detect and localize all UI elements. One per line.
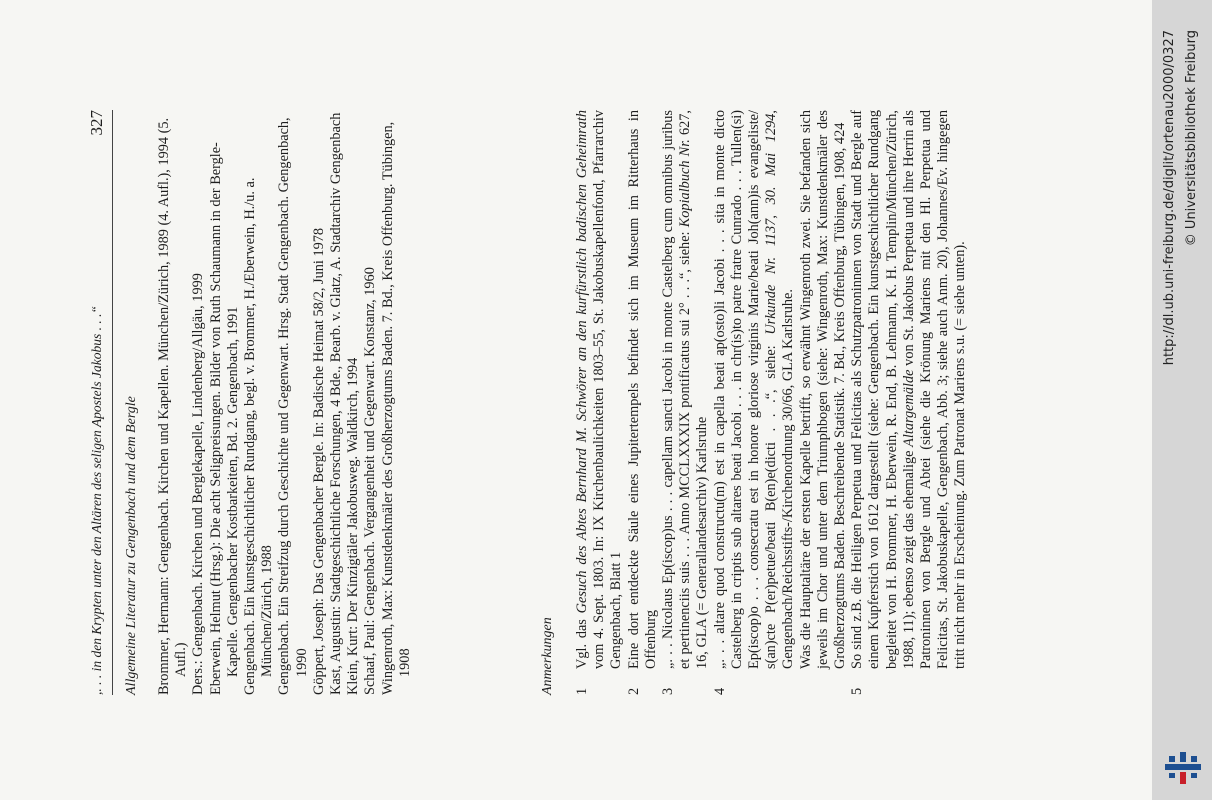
- note-number: 1: [574, 687, 590, 695]
- note-number: 2: [625, 687, 642, 695]
- note-text-italic: Altargemälde: [900, 369, 917, 447]
- literature-entry: Gengenbach. Ein Streifzug durch Geschichte und Gegenwart. Hrsg. Stadt Gengenbach. Gengenbach, 1990: [276, 117, 310, 695]
- note-item: [712, 110, 798, 695]
- note-text: [849, 110, 969, 669]
- literature-list: [156, 110, 414, 695]
- literature-entry: Brommer, Hermann: Gengenbach. Kirchen und Kapellen. München/Zürich, 1989 (4. Aufl.), 1994 (5. Aufl.): [156, 117, 190, 695]
- literature-entry: Schaaf, Paul: Gengenbach. Vergangenheit und Gegenwart. Konstanz, 1960: [362, 267, 379, 695]
- note-text-plain-after: 627, 16, GLA (= Generallandesarchiv) Karlsruhe: [677, 110, 711, 669]
- literature-entry: Ders.: Gengenbach. Kirchen und Berglekapelle, Lindenberg/Allgäu, 1999: [190, 273, 207, 695]
- note-text-plain: Eine dort entdeckte Säule eines Jupitertempels befindet sich im Museum im Ritterhaus in Offenburg: [625, 110, 659, 669]
- literature-entry: Wingenroth, Max: Kunstdenkmäler des Großherzogtums Baden. 7. Bd., Kreis Offenburg. Tübingen, 1908: [379, 121, 413, 695]
- literature-entry: Klein, Kurt: Der Kinzigtäler Jakobusweg. Waldkirch, 1994: [345, 357, 362, 695]
- library-logo-icon: [1163, 748, 1203, 788]
- note-text-plain: Was die Hauptaltäre der ersten Kapelle betrifft, so erwähnt Wingenroth zwei. Sie befanden sich jeweils im Chor und unter dem Triumphbogen (siehe: Wingenroth, Max: Kunstdenkmäler des Großherzogtums Baden. Beschreibende Statistik. 7. Bd., Kreis Offenburg, Tübingen, 1908, 424: [797, 110, 849, 669]
- copyright-text: © Universitätsbibliothek Freiburg: [1184, 30, 1199, 247]
- notes-title: Anmerkungen: [540, 617, 555, 695]
- note-item: [660, 110, 712, 695]
- literature-entry: Gengenbach. Ein kunstgeschichtlicher Rundgang, begl. v. Brommer, H./Eberwein, H./u. a. München/Zürich, 1988: [242, 177, 276, 695]
- note-text-plain-after: Gengenbach/Reichsstifts-/Kirchenordnung 30/66, GLA Karlsruhe.: [780, 289, 797, 669]
- note-text-italic: Urkunde Nr. 1137, 30. Mai 1294,: [763, 110, 780, 335]
- note-text: [660, 110, 712, 669]
- sidebar: [1152, 0, 1212, 800]
- note-text: [626, 110, 660, 669]
- note-text: [798, 110, 850, 669]
- note-number: 4: [711, 687, 728, 695]
- note-text-italic: Gesuch des Abtes Bernhard M. Schwörer an den kurfürstlich badischen Geheimrath: [574, 110, 590, 614]
- note-text-plain: „. . . Nicolaus Ep(iscop)us . . . capellam sancti Jacobi in monte Castelberg cum omnibus juribus et pertinenciis suis . . . Anno MCCLXXXIX pontificatus sui 2° . . .“, siehe:: [660, 110, 694, 669]
- note-text-plain-after: vom 4. Sept. 1803. In: IX Kirchenbaulichkeiten 1803–55, St. Jakobuskapellenfond, Pfarrarchiv Gengenbach, Blatt 1: [591, 110, 625, 669]
- note-number: [798, 669, 850, 695]
- sidebar-text-rotated: [1152, 0, 1212, 800]
- running-header: [88, 110, 113, 695]
- note-number: 3: [660, 687, 677, 695]
- literature-entry: Kast, Augustin: Stadtgeschichtliche Forschungen, 4 Bde., Bearb. v. Glatz, A. Stadtarchiv Gengenbach: [328, 112, 345, 695]
- page-number: 327: [87, 110, 106, 136]
- note-text-plain: Vgl. das: [574, 613, 590, 669]
- literature-entry: Göppert, Joseph: Das Gengenbacher Bergle. In: Badische Heimat 58/2, Juni 1978: [310, 227, 327, 695]
- note-text-italic: Kopialbuch Nr.: [677, 139, 694, 228]
- note-text: [712, 110, 798, 669]
- running-title: ,. . . in den Krypten unter den Altären des seligen Apostels Jakobus . . .“: [89, 306, 104, 695]
- note-text-plain: „. . . altare quod constructu(m) est in capella beati ap(osto)li Jacobi . . . sita in monte dicto Castelberg in criptis sub altares beati Jacobi . . . in chr(is)to patre fratre Cunrado . . . Tullen(si) Ep(iscop)o . . . consecratu est in honore gloriose virginis Marie/beati Joh(ann)is evangeliste/ s(an)cte P(er)petue/beati B(en)e(dicti . . .“, siehe:: [711, 110, 780, 669]
- note-item: [574, 110, 626, 695]
- note-number: 5: [849, 687, 866, 695]
- note-text-plain: So sind z.B. die Heiligen Perpetua und Felicitas als Schutzpatroninnen von Stadt und Bergle auf einem Kupferstich von 1612 dargestellt (siehe: Gengenbach. Ein kunstgeschichtlicher Rundgang begleitet von H. Brommer, H. Eberwein, R. End, B. Lehmann, K. H. Templin/München/Zürich, 1988, 11); ebenso zeigt das ehemalige: [849, 110, 917, 669]
- note-item: [849, 110, 969, 695]
- literature-title: Allgemeine Literatur zu Gengenbach und dem Bergle: [124, 396, 139, 695]
- literature-entry: Eberwein, Helmut (Hrsg.): Die acht Seligpreisungen. Bilder von Ruth Schaumann in der Bergle-Kapelle. Gengenbacher Kostbarkeiten, Bd. 2. Gengenbach, 1991: [207, 142, 241, 695]
- source-url[interactable]: http://dl.ub.uni-freiburg.de/diglit/ortenau2000/0327: [1162, 30, 1177, 366]
- note-text: [574, 110, 626, 669]
- note-text-plain-after: von St. Jakobus Perpetua und ihre Herrin als Patroninnen von Bergle und Abtei (siehe die Krönung Mariens mit den Hl. Perpetua und Felicitas, St. Jakobuskapelle, Gengenbach, Abb. 3; siehe auch Anm. 20), Johannes/Ev. hingegen tritt nicht mehr in Erscheinung. Zum Patronat Mariens s.u. (= siehe unten).: [900, 110, 969, 669]
- notes-list: [574, 110, 970, 695]
- note-item: [798, 110, 850, 695]
- note-item: [626, 110, 660, 695]
